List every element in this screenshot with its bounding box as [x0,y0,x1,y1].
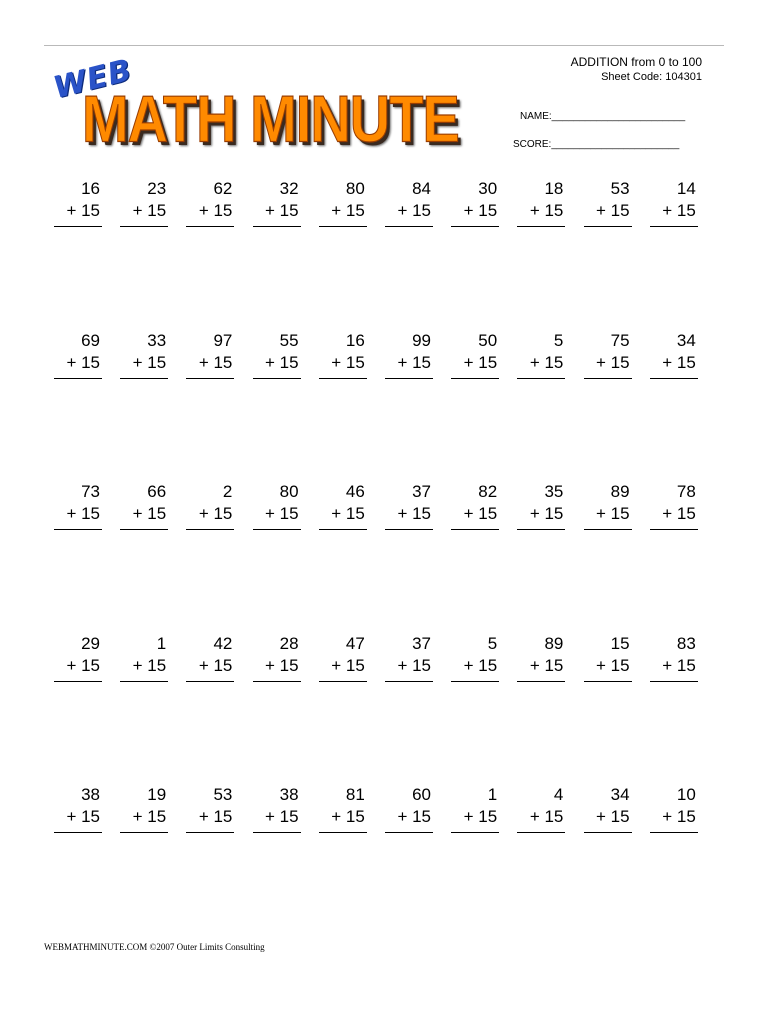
addition-problem [648,180,698,236]
addend-top: 16 [81,179,100,198]
addition-problem [449,786,499,842]
addend-top: 35 [544,482,564,501]
answer-line[interactable] [385,226,433,227]
addend-bottom: + 15 [662,201,696,220]
addition-problem [251,786,301,842]
addend-top: 53 [610,179,630,198]
addition-problem [582,332,632,388]
addition-problem [383,332,433,388]
addition-problem [52,180,102,236]
addend-top: 29 [81,633,100,653]
addend-top: 28 [279,633,299,653]
addition-problem [118,180,168,236]
addition-problem [184,786,234,842]
answer-line[interactable] [54,832,102,833]
addend-bottom: + 15 [463,807,498,826]
answer-line[interactable] [517,529,565,530]
addition-problem [515,332,565,388]
addition-problem [118,332,168,388]
addend-top: 82 [478,482,498,501]
addition-problem [449,635,499,691]
addend-bottom: + 15 [198,352,233,372]
addend-top: 78 [676,482,696,501]
answer-line[interactable] [319,378,367,379]
addend-bottom: + 15 [529,655,564,675]
addend-bottom: + 15 [265,504,299,523]
addend-bottom: + 15 [397,807,431,826]
addition-problem [52,332,102,388]
addend-top: 62 [213,179,233,198]
addend-bottom: + 15 [66,201,100,220]
addition-problem [582,483,632,539]
answer-line[interactable] [584,832,632,833]
addition-problem [184,483,234,539]
answer-line[interactable] [253,378,301,379]
addend-bottom: + 15 [596,655,630,675]
sheet-title: ADDITION from 0 to 100 [570,55,702,69]
addition-problem [118,786,168,842]
answer-line[interactable] [186,832,234,833]
addition-problem [449,332,499,388]
addend-top: 83 [676,633,696,653]
answer-line[interactable] [186,226,234,227]
addition-problem [184,180,234,236]
answer-line[interactable] [650,226,698,227]
answer-line[interactable] [584,226,632,227]
answer-line[interactable] [451,378,499,379]
addend-top: 60 [412,785,431,804]
addend-top: 5 [553,330,564,350]
addition-problem [251,635,301,691]
addend-top: 34 [610,785,630,804]
addend-top: 46 [345,482,365,501]
answer-line[interactable] [120,226,168,227]
addend-top: 38 [81,785,100,804]
name-field[interactable]: NAME:________________________ [520,111,686,122]
addend-top: 2 [222,482,233,501]
addend-top: 33 [147,330,167,350]
addend-bottom: + 15 [529,807,564,826]
answer-line[interactable] [186,681,234,682]
addition-problem [317,635,367,691]
addend-bottom: + 15 [132,201,167,220]
addend-top: 53 [213,785,233,804]
addition-problem [317,332,367,388]
addend-top: 42 [213,633,233,653]
addend-bottom: + 15 [397,655,431,675]
answer-line[interactable] [584,681,632,682]
addend-top: 10 [676,785,696,804]
addend-bottom: + 15 [66,655,100,675]
addition-problem [317,180,367,236]
addition-problem [317,786,367,842]
answer-line[interactable] [319,681,367,682]
answer-line[interactable] [54,378,102,379]
answer-line[interactable] [186,378,234,379]
addend-top: 89 [610,482,630,501]
addend-top: 81 [345,785,365,804]
addend-top: 5 [487,633,498,653]
addition-problem [449,483,499,539]
logo-web-text: WEB [50,52,136,106]
addition-problem [52,635,102,691]
answer-line[interactable] [451,832,499,833]
answer-line[interactable] [186,529,234,530]
addition-problem [251,332,301,388]
addend-bottom: + 15 [529,504,564,523]
addend-bottom: + 15 [198,807,233,826]
addend-top: 50 [478,330,498,350]
addend-top: 34 [676,330,696,350]
addend-bottom: + 15 [132,655,167,675]
addition-problem [648,332,698,388]
addend-top: 80 [345,179,365,198]
addend-bottom: + 15 [132,807,167,826]
answer-line[interactable] [584,529,632,530]
answer-line[interactable] [451,529,499,530]
answer-line[interactable] [517,226,565,227]
answer-line[interactable] [54,529,102,530]
addend-bottom: + 15 [331,201,365,220]
addition-problem [383,786,433,842]
addend-top: 14 [676,179,696,198]
footer-copyright: WEBMATHMINUTE.COM ©2007 Outer Limits Consulting [44,942,265,952]
addend-top: 66 [147,482,167,501]
answer-line[interactable] [517,378,565,379]
addend-bottom: + 15 [596,352,630,372]
addend-bottom: + 15 [596,504,630,523]
addend-top: 55 [279,330,299,350]
addend-top: 97 [213,330,233,350]
answer-line[interactable] [584,378,632,379]
addend-top: 16 [345,330,365,350]
addend-top: 99 [412,330,431,350]
answer-line[interactable] [385,529,433,530]
addend-bottom: + 15 [397,201,431,220]
addition-problem [648,635,698,691]
addend-top: 18 [544,179,564,198]
addend-bottom: + 15 [66,807,100,826]
addition-problem [251,483,301,539]
addend-bottom: + 15 [331,807,365,826]
addition-problem [317,483,367,539]
answer-line[interactable] [120,529,168,530]
answer-line[interactable] [253,832,301,833]
addend-top: 23 [147,179,167,198]
addition-problem [184,635,234,691]
addend-bottom: + 15 [463,352,498,372]
answer-line[interactable] [253,226,301,227]
addend-bottom: + 15 [662,807,696,826]
addition-problem [118,483,168,539]
addend-bottom: + 15 [596,807,630,826]
answer-line[interactable] [120,378,168,379]
answer-line[interactable] [650,529,698,530]
addition-problem [184,332,234,388]
addend-bottom: + 15 [132,504,167,523]
addend-bottom: + 15 [463,201,498,220]
answer-line[interactable] [451,681,499,682]
addend-bottom: + 15 [265,655,299,675]
addend-top: 37 [412,633,431,653]
addend-top: 73 [81,482,100,501]
answer-line[interactable] [451,226,499,227]
score-field[interactable]: SCORE:_______________________ [513,139,680,150]
answer-line[interactable] [517,832,565,833]
addend-bottom: + 15 [463,504,498,523]
addend-bottom: + 15 [596,201,630,220]
answer-line[interactable] [319,832,367,833]
answer-line[interactable] [517,681,565,682]
addend-bottom: + 15 [397,352,431,372]
addend-top: 38 [279,785,299,804]
addend-bottom: + 15 [331,655,365,675]
addend-bottom: + 15 [198,504,233,523]
addend-top: 1 [156,633,167,653]
addend-bottom: + 15 [66,504,100,523]
addition-problem [118,635,168,691]
addend-bottom: + 15 [198,655,233,675]
addend-bottom: + 15 [331,504,365,523]
addend-top: 84 [412,179,431,198]
addition-problem [515,635,565,691]
addition-problem [582,786,632,842]
addition-problem [383,180,433,236]
addend-bottom: + 15 [198,201,233,220]
addition-problem [251,180,301,236]
answer-line[interactable] [319,529,367,530]
addend-bottom: + 15 [662,352,696,372]
addition-problem [648,483,698,539]
addend-top: 4 [553,785,564,804]
addend-top: 75 [610,330,630,350]
addend-bottom: + 15 [463,655,498,675]
answer-line[interactable] [650,378,698,379]
answer-line[interactable] [120,832,168,833]
addition-problem [52,483,102,539]
addend-top: 37 [412,482,431,501]
answer-line[interactable] [650,681,698,682]
addition-problem [582,180,632,236]
addend-top: 30 [478,179,498,198]
answer-line[interactable] [253,681,301,682]
addition-problem [383,635,433,691]
addend-bottom: + 15 [529,201,564,220]
addend-top: 80 [279,482,299,501]
addend-top: 1 [487,785,498,804]
addend-bottom: + 15 [265,352,299,372]
addend-bottom: + 15 [529,352,564,372]
answer-line[interactable] [319,226,367,227]
addend-bottom: + 15 [397,504,431,523]
addend-top: 89 [544,633,564,653]
addition-problem [648,786,698,842]
answer-line[interactable] [385,832,433,833]
addend-bottom: + 15 [331,352,365,372]
addition-problem [515,483,565,539]
sheet-code: Sheet Code: 104301 [601,71,702,83]
addend-bottom: + 15 [662,655,696,675]
addition-problem [449,180,499,236]
addend-bottom: + 15 [265,201,299,220]
addend-bottom: + 15 [132,352,167,372]
answer-line[interactable] [650,832,698,833]
addend-bottom: + 15 [662,504,696,523]
answer-line[interactable] [120,681,168,682]
addend-bottom: + 15 [265,807,299,826]
addition-problem [515,180,565,236]
addend-bottom: + 15 [66,352,100,372]
addend-top: 47 [345,633,365,653]
addend-top: 15 [610,633,630,653]
addend-top: 69 [81,330,100,350]
addition-problem [515,786,565,842]
addend-top: 32 [279,179,299,198]
answer-line[interactable] [253,529,301,530]
answer-line[interactable] [54,681,102,682]
logo-math-minute-text: MATH MINUTE [82,81,459,156]
answer-line[interactable] [385,378,433,379]
answer-line[interactable] [385,681,433,682]
addition-problem [582,635,632,691]
addition-problem [52,786,102,842]
addition-problem [383,483,433,539]
answer-line[interactable] [54,226,102,227]
addend-top: 19 [147,785,167,804]
